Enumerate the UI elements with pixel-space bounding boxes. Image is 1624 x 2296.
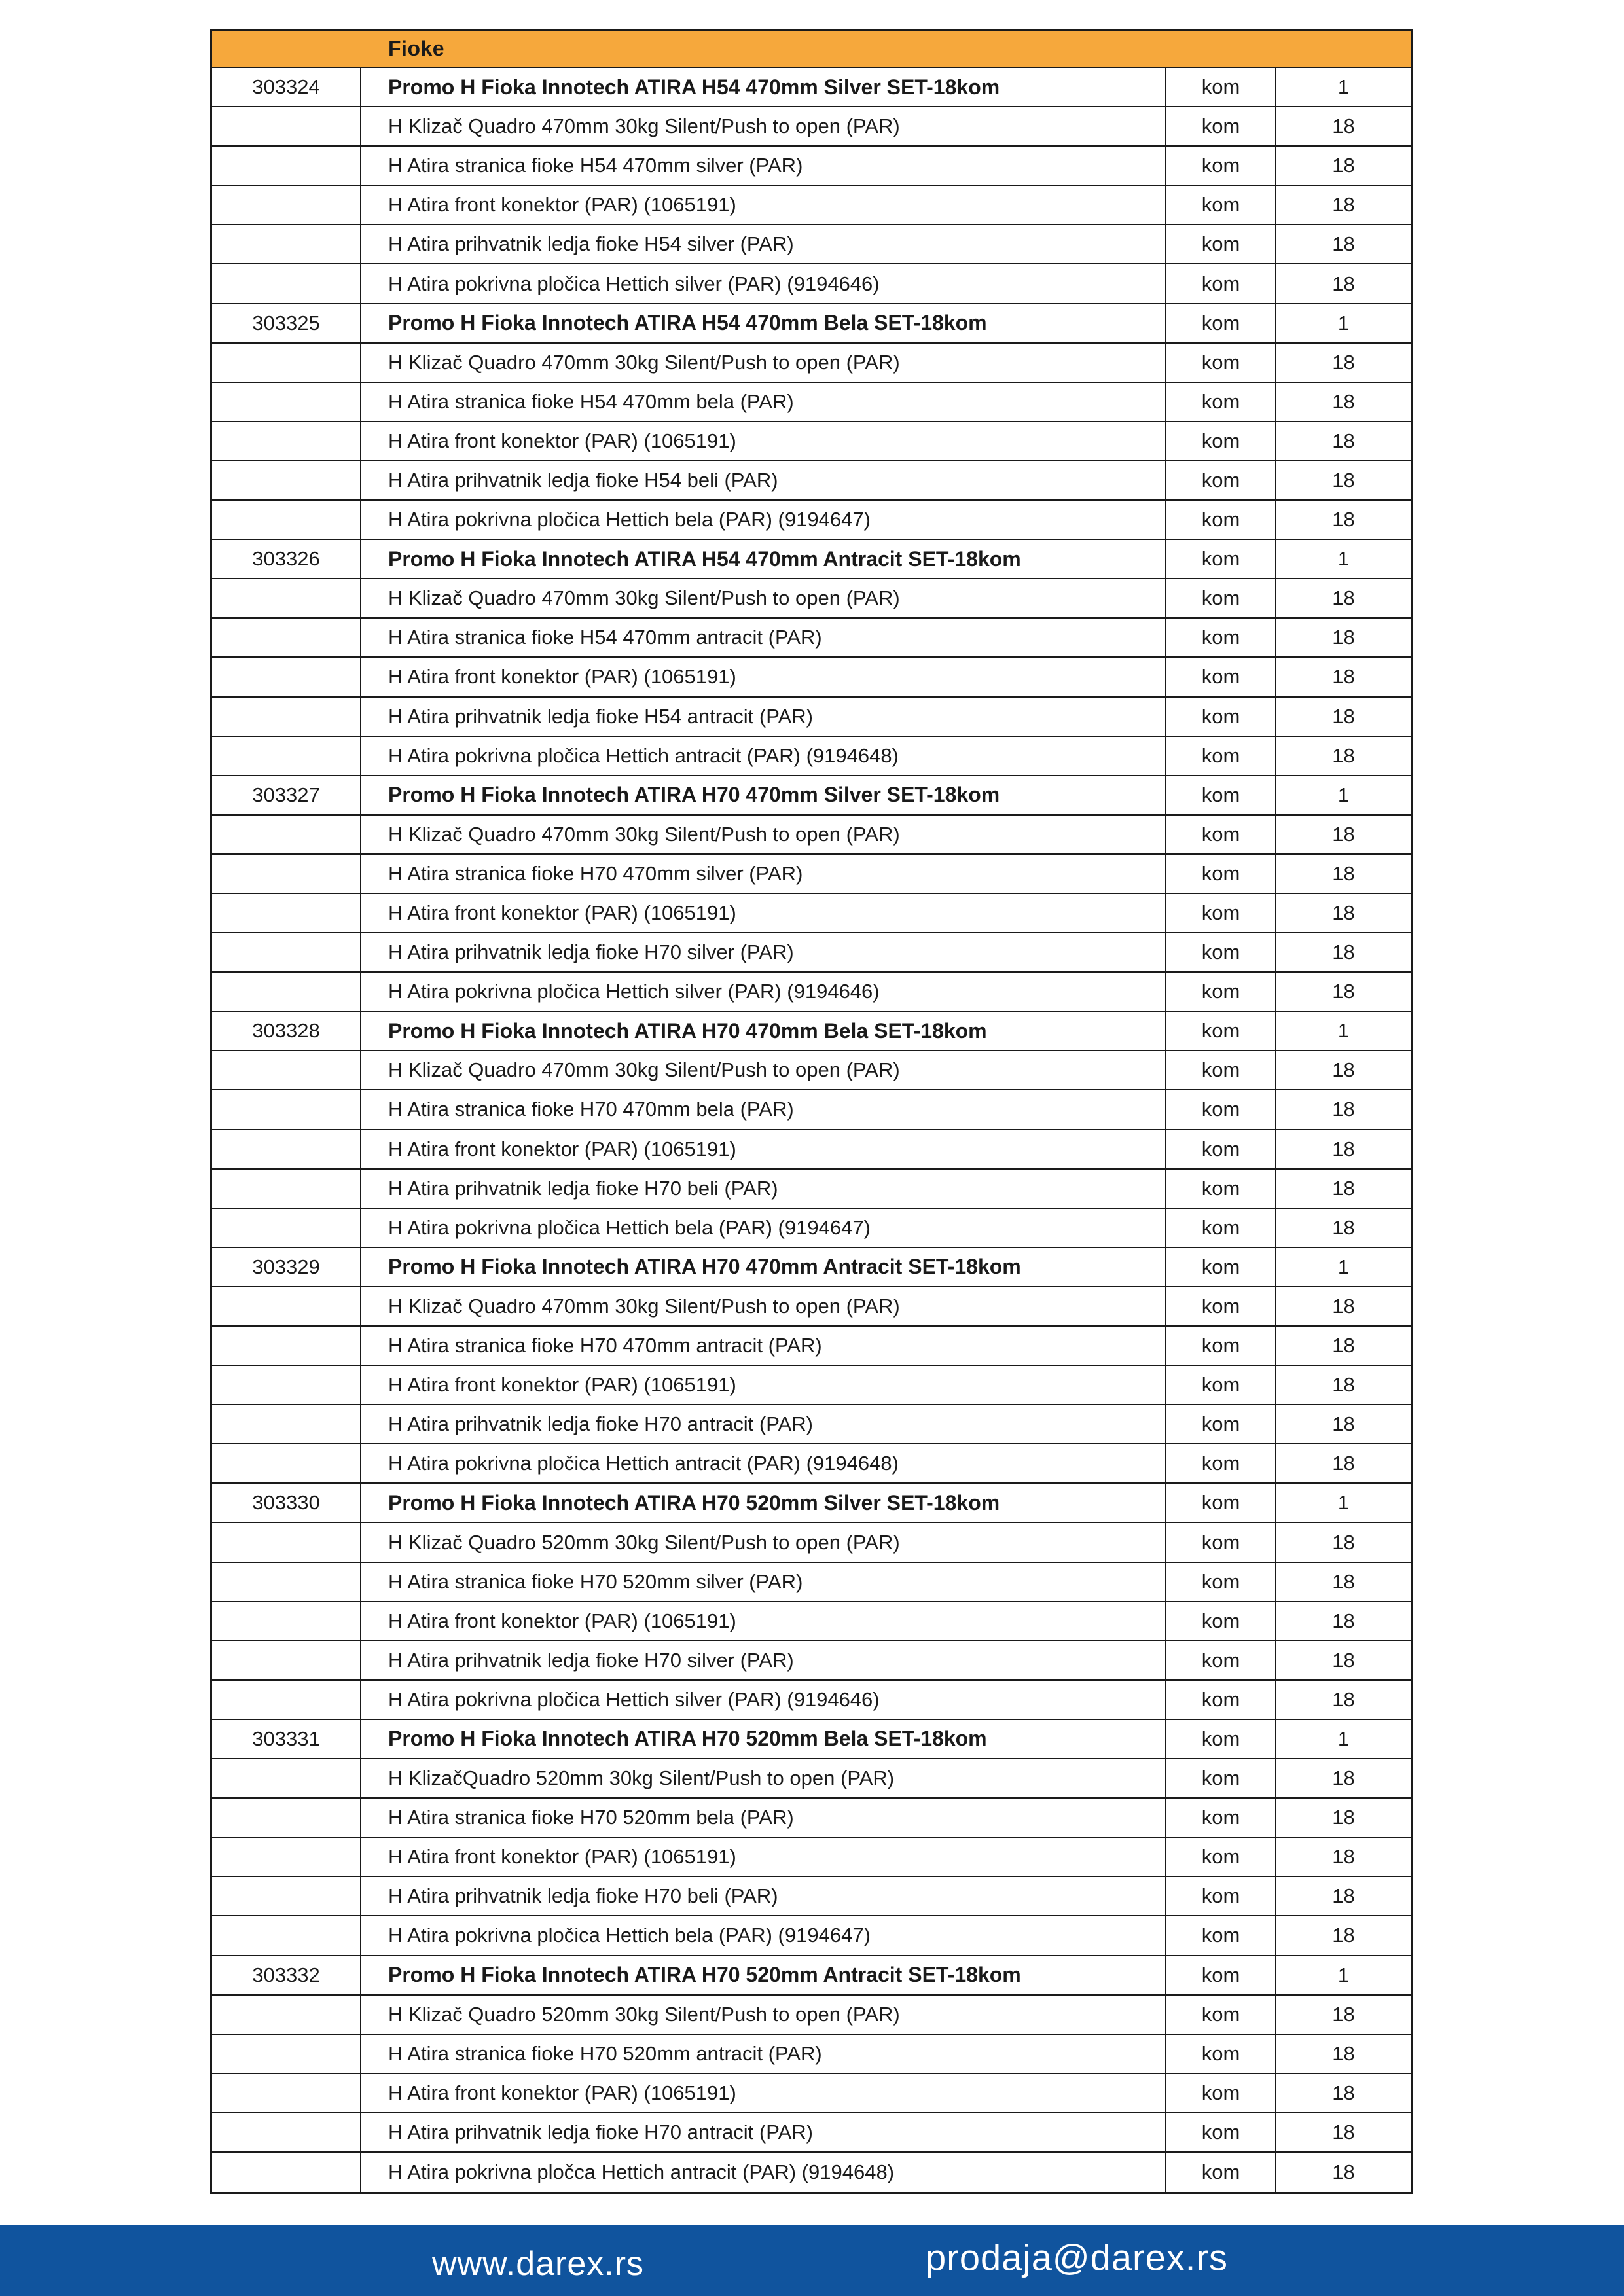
description-cell: H Atira front konektor (PAR) (1065191) bbox=[361, 1602, 1166, 1640]
component-row bbox=[212, 816, 1411, 855]
description-cell: H Atira stranica fioke H54 470mm silver (PAR) bbox=[361, 147, 1166, 185]
component-row bbox=[212, 264, 1411, 304]
article-code-cell: 303332 bbox=[212, 1956, 361, 1994]
unit-cell: kom bbox=[1166, 1916, 1276, 1954]
quantity-cell: 18 bbox=[1332, 508, 1355, 531]
description-cell: H Atira stranica fioke H70 470mm bela (PAR) bbox=[361, 1090, 1166, 1128]
set-row bbox=[212, 304, 1411, 344]
component-row bbox=[212, 225, 1411, 264]
description-cell: H Atira stranica fioke H54 470mm antracit (PAR) bbox=[361, 619, 1166, 656]
article-code-cell: 303328 bbox=[212, 1012, 361, 1050]
quantity-cell: 18 bbox=[1332, 193, 1355, 217]
set-row bbox=[212, 776, 1411, 816]
article-code-cell bbox=[212, 1327, 361, 1365]
quantity-cell: 18 bbox=[1332, 1137, 1355, 1160]
component-row bbox=[212, 1366, 1411, 1405]
quantity-cell: 18 bbox=[1332, 1767, 1355, 1790]
description-cell: Promo H Fioka Innotech ATIRA H54 470mm Antracit SET-18kom bbox=[361, 540, 1166, 578]
unit-cell: kom bbox=[1166, 1799, 1276, 1837]
unit-cell: kom bbox=[1166, 1444, 1276, 1482]
component-row bbox=[212, 422, 1411, 461]
article-code-cell bbox=[212, 973, 361, 1011]
set-row bbox=[212, 1484, 1411, 1523]
unit-cell: kom bbox=[1166, 68, 1276, 106]
description-cell: Promo H Fioka Innotech ATIRA H70 470mm Antracit SET-18kom bbox=[361, 1248, 1166, 1286]
quantity-cell: 18 bbox=[1332, 1884, 1355, 1908]
quantity-cell: 18 bbox=[1332, 154, 1355, 177]
component-row bbox=[212, 1051, 1411, 1090]
description-cell: H Atira pokrivna pločica Hettich bela (PAR) (9194647) bbox=[361, 1916, 1166, 1954]
quantity-cell: 1 bbox=[1337, 547, 1350, 571]
description-cell: H Atira prihvatnik ledja fioke H70 silver (PAR) bbox=[361, 933, 1166, 971]
description-cell: H Atira stranica fioke H70 520mm bela (PAR) bbox=[361, 1799, 1166, 1837]
article-code-cell bbox=[212, 2153, 361, 2192]
description-cell: H Klizač Quadro 470mm 30kg Silent/Push to open (PAR) bbox=[361, 579, 1166, 617]
component-row bbox=[212, 1170, 1411, 1209]
quantity-cell: 18 bbox=[1332, 1806, 1355, 1829]
quantity-cell: 18 bbox=[1332, 115, 1355, 138]
description-cell: H Klizač Quadro 520mm 30kg Silent/Push to open (PAR) bbox=[361, 1523, 1166, 1561]
description-cell: H Atira front konektor (PAR) (1065191) bbox=[361, 658, 1166, 696]
unit-cell: kom bbox=[1166, 2113, 1276, 2151]
unit-cell: kom bbox=[1166, 107, 1276, 145]
description-cell: Promo H Fioka Innotech ATIRA H70 520mm Silver SET-18kom bbox=[361, 1484, 1166, 1522]
article-code-cell bbox=[212, 1602, 361, 1640]
quantity-cell: 18 bbox=[1332, 941, 1355, 964]
unit-cell: kom bbox=[1166, 2035, 1276, 2073]
quantity-cell: 18 bbox=[1332, 350, 1355, 374]
description-cell: H Atira front konektor (PAR) (1065191) bbox=[361, 2074, 1166, 2112]
article-code-cell: 303324 bbox=[212, 68, 361, 106]
component-row bbox=[212, 1090, 1411, 1130]
article-code-cell: 303325 bbox=[212, 304, 361, 342]
description-cell: H Atira prihvatnik ledja fioke H70 beli (PAR) bbox=[361, 1170, 1166, 1208]
component-row bbox=[212, 894, 1411, 933]
component-row bbox=[212, 1563, 1411, 1602]
quantity-cell: 18 bbox=[1332, 389, 1355, 413]
quantity-cell: 18 bbox=[1332, 1648, 1355, 1672]
component-row bbox=[212, 1287, 1411, 1327]
component-row bbox=[212, 107, 1411, 147]
quantity-cell: 18 bbox=[1332, 861, 1355, 885]
unit-cell: kom bbox=[1166, 1130, 1276, 1168]
description-cell: H Atira stranica fioke H70 520mm antracit (PAR) bbox=[361, 2035, 1166, 2073]
unit-cell: kom bbox=[1166, 264, 1276, 302]
article-code-cell bbox=[212, 816, 361, 853]
quantity-cell: 18 bbox=[1332, 1294, 1355, 1318]
quantity-cell: 18 bbox=[1332, 272, 1355, 295]
unit-cell: kom bbox=[1166, 1759, 1276, 1797]
unit-cell: kom bbox=[1166, 1405, 1276, 1443]
unit-cell: kom bbox=[1166, 1248, 1276, 1286]
quantity-cell: 1 bbox=[1337, 1727, 1350, 1750]
article-code-cell bbox=[212, 1996, 361, 2034]
quantity-cell: 18 bbox=[1332, 2120, 1355, 2144]
component-row bbox=[212, 1444, 1411, 1484]
quantity-cell: 18 bbox=[1332, 744, 1355, 767]
article-code-cell bbox=[212, 383, 361, 421]
article-code-cell bbox=[212, 1641, 361, 1679]
article-code-cell bbox=[212, 1090, 361, 1128]
component-row bbox=[212, 186, 1411, 225]
unit-cell: kom bbox=[1166, 619, 1276, 656]
description-cell: H Atira prihvatnik ledja fioke H54 beli (PAR) bbox=[361, 461, 1166, 499]
quantity-cell: 1 bbox=[1337, 75, 1350, 99]
article-code-cell bbox=[212, 422, 361, 460]
article-code-cell bbox=[212, 264, 361, 302]
quantity-cell: 1 bbox=[1337, 783, 1350, 806]
description-cell: H Atira pokrivna pločica Hettich silver (PAR) (9194646) bbox=[361, 264, 1166, 302]
article-code-cell bbox=[212, 933, 361, 971]
quantity-cell: 18 bbox=[1332, 1176, 1355, 1200]
description-cell: H Klizač Quadro 470mm 30kg Silent/Push to open (PAR) bbox=[361, 1287, 1166, 1325]
component-row bbox=[212, 1916, 1411, 1956]
quantity-cell: 18 bbox=[1332, 2002, 1355, 2026]
description-cell: H Atira pokrivna pločica Hettich bela (PAR) (9194647) bbox=[361, 1209, 1166, 1247]
unit-cell: kom bbox=[1166, 933, 1276, 971]
article-code-cell: 303326 bbox=[212, 540, 361, 578]
component-row bbox=[212, 501, 1411, 540]
description-cell: H Klizač Quadro 470mm 30kg Silent/Push to open (PAR) bbox=[361, 1051, 1166, 1089]
article-code-cell bbox=[212, 1405, 361, 1443]
quantity-cell: 18 bbox=[1332, 1373, 1355, 1397]
component-row bbox=[212, 973, 1411, 1012]
article-code-cell bbox=[212, 1209, 361, 1247]
article-code-cell bbox=[212, 737, 361, 775]
description-cell: H Atira stranica fioke H70 470mm antracit (PAR) bbox=[361, 1327, 1166, 1365]
article-code-cell bbox=[212, 225, 361, 263]
article-code-cell bbox=[212, 894, 361, 932]
unit-cell: kom bbox=[1166, 2153, 1276, 2192]
quantity-cell: 18 bbox=[1332, 980, 1355, 1003]
unit-cell: kom bbox=[1166, 737, 1276, 775]
quantity-cell: 18 bbox=[1332, 1058, 1355, 1082]
unit-cell: kom bbox=[1166, 658, 1276, 696]
unit-cell: kom bbox=[1166, 1051, 1276, 1089]
unit-cell: kom bbox=[1166, 147, 1276, 185]
description-cell: H Atira stranica fioke H70 470mm silver (PAR) bbox=[361, 855, 1166, 893]
description-cell: H Klizač Quadro 520mm 30kg Silent/Push to open (PAR) bbox=[361, 1996, 1166, 2034]
quantity-cell: 1 bbox=[1337, 311, 1350, 334]
article-code-cell bbox=[212, 1916, 361, 1954]
quantity-cell: 18 bbox=[1332, 2161, 1355, 2184]
quantity-cell: 18 bbox=[1332, 468, 1355, 492]
description-cell: Promo H Fioka Innotech ATIRA H70 520mm Antracit SET-18kom bbox=[361, 1956, 1166, 1994]
unit-cell: kom bbox=[1166, 186, 1276, 224]
article-code-cell bbox=[212, 1799, 361, 1837]
quantity-cell: 18 bbox=[1332, 1452, 1355, 1475]
price-table-body bbox=[212, 68, 1411, 2192]
article-code-cell bbox=[212, 2113, 361, 2151]
unit-cell: kom bbox=[1166, 816, 1276, 853]
article-code-cell bbox=[212, 1681, 361, 1719]
component-row bbox=[212, 1641, 1411, 1681]
component-row bbox=[212, 1996, 1411, 2035]
quantity-cell: 18 bbox=[1332, 1530, 1355, 1554]
component-row bbox=[212, 1130, 1411, 1170]
quantity-cell: 18 bbox=[1332, 232, 1355, 256]
article-code-cell bbox=[212, 1287, 361, 1325]
component-row bbox=[212, 2153, 1411, 2192]
quantity-cell: 18 bbox=[1332, 2041, 1355, 2065]
unit-cell: kom bbox=[1166, 894, 1276, 932]
description-cell: H Atira stranica fioke H70 520mm silver (PAR) bbox=[361, 1563, 1166, 1601]
article-code-cell bbox=[212, 619, 361, 656]
unit-cell: kom bbox=[1166, 225, 1276, 263]
article-code-cell: 303329 bbox=[212, 1248, 361, 1286]
footer-bar bbox=[0, 2225, 1624, 2296]
component-row bbox=[212, 658, 1411, 697]
quantity-cell: 18 bbox=[1332, 1412, 1355, 1436]
quantity-cell: 18 bbox=[1332, 429, 1355, 452]
description-cell: Promo H Fioka Innotech ATIRA H70 470mm Silver SET-18kom bbox=[361, 776, 1166, 814]
quantity-cell: 18 bbox=[1332, 704, 1355, 728]
description-cell: H Atira front konektor (PAR) (1065191) bbox=[361, 1838, 1166, 1876]
table-header-row bbox=[212, 31, 1411, 68]
article-code-cell bbox=[212, 1051, 361, 1089]
component-row bbox=[212, 461, 1411, 501]
unit-cell: kom bbox=[1166, 422, 1276, 460]
unit-cell: kom bbox=[1166, 344, 1276, 382]
component-row bbox=[212, 698, 1411, 737]
component-row bbox=[212, 1209, 1411, 1248]
quantity-cell: 18 bbox=[1332, 626, 1355, 649]
unit-cell: kom bbox=[1166, 855, 1276, 893]
description-cell: H Atira front konektor (PAR) (1065191) bbox=[361, 1130, 1166, 1168]
set-row bbox=[212, 1248, 1411, 1287]
quantity-cell: 18 bbox=[1332, 1570, 1355, 1593]
unit-cell: kom bbox=[1166, 1366, 1276, 1404]
quantity-cell: 18 bbox=[1332, 1098, 1355, 1121]
description-cell: H Atira prihvatnik ledja fioke H70 antracit (PAR) bbox=[361, 1405, 1166, 1443]
component-row bbox=[212, 1602, 1411, 1641]
description-cell: H Klizač Quadro 470mm 30kg Silent/Push to open (PAR) bbox=[361, 344, 1166, 382]
component-row bbox=[212, 1523, 1411, 1562]
unit-cell: kom bbox=[1166, 1209, 1276, 1247]
unit-cell: kom bbox=[1166, 1641, 1276, 1679]
quantity-cell: 18 bbox=[1332, 586, 1355, 610]
component-row bbox=[212, 1799, 1411, 1838]
unit-cell: kom bbox=[1166, 2074, 1276, 2112]
unit-cell: kom bbox=[1166, 1602, 1276, 1640]
article-code-cell: 303331 bbox=[212, 1720, 361, 1758]
description-cell: H Atira pokrivna pločica Hettich silver (PAR) (9194646) bbox=[361, 1681, 1166, 1719]
unit-cell: kom bbox=[1166, 1523, 1276, 1561]
set-row bbox=[212, 540, 1411, 579]
unit-cell: kom bbox=[1166, 383, 1276, 421]
component-row bbox=[212, 344, 1411, 383]
article-code-cell bbox=[212, 579, 361, 617]
component-row bbox=[212, 1405, 1411, 1444]
unit-cell: kom bbox=[1166, 1838, 1276, 1876]
quantity-cell: 18 bbox=[1332, 1924, 1355, 1947]
set-row bbox=[212, 68, 1411, 107]
article-code-cell bbox=[212, 1170, 361, 1208]
component-row bbox=[212, 1327, 1411, 1366]
unit-cell: kom bbox=[1166, 501, 1276, 539]
article-code-cell bbox=[212, 107, 361, 145]
description-cell: H Atira pokrivna pločica Hettich bela (PAR) (9194647) bbox=[361, 501, 1166, 539]
component-row bbox=[212, 737, 1411, 776]
component-row bbox=[212, 1759, 1411, 1799]
quantity-cell: 18 bbox=[1332, 1687, 1355, 1711]
description-cell: Promo H Fioka Innotech ATIRA H70 470mm Bela SET-18kom bbox=[361, 1012, 1166, 1050]
component-row bbox=[212, 1838, 1411, 1877]
price-table bbox=[210, 29, 1413, 2194]
description-cell: H Atira front konektor (PAR) (1065191) bbox=[361, 422, 1166, 460]
unit-cell: kom bbox=[1166, 1877, 1276, 1915]
component-row bbox=[212, 2035, 1411, 2074]
component-row bbox=[212, 383, 1411, 422]
component-row bbox=[212, 933, 1411, 973]
quantity-cell: 18 bbox=[1332, 1845, 1355, 1869]
description-cell: H Atira pokrivna pločca Hettich antracit (PAR) (9194648) bbox=[361, 2153, 1166, 2192]
set-row bbox=[212, 1956, 1411, 1996]
article-code-cell bbox=[212, 658, 361, 696]
article-code-cell: 303327 bbox=[212, 776, 361, 814]
article-code-cell bbox=[212, 1838, 361, 1876]
unit-cell: kom bbox=[1166, 1090, 1276, 1128]
component-row bbox=[212, 855, 1411, 894]
quantity-cell: 1 bbox=[1337, 1255, 1350, 1278]
unit-cell: kom bbox=[1166, 1563, 1276, 1601]
quantity-cell: 18 bbox=[1332, 665, 1355, 689]
unit-cell: kom bbox=[1166, 304, 1276, 342]
unit-cell: kom bbox=[1166, 973, 1276, 1011]
article-code-cell bbox=[212, 1759, 361, 1797]
unit-cell: kom bbox=[1166, 540, 1276, 578]
unit-cell: kom bbox=[1166, 579, 1276, 617]
component-row bbox=[212, 2113, 1411, 2153]
unit-cell: kom bbox=[1166, 1327, 1276, 1365]
quantity-cell: 18 bbox=[1332, 2081, 1355, 2104]
unit-cell: kom bbox=[1166, 776, 1276, 814]
component-row bbox=[212, 2074, 1411, 2113]
description-cell: H Atira prihvatnik ledja fioke H54 silver (PAR) bbox=[361, 225, 1166, 263]
article-code-cell bbox=[212, 1877, 361, 1915]
description-cell: H Atira front konektor (PAR) (1065191) bbox=[361, 894, 1166, 932]
description-cell: H Atira stranica fioke H54 470mm bela (PAR) bbox=[361, 383, 1166, 421]
article-code-cell bbox=[212, 186, 361, 224]
article-code-cell bbox=[212, 1366, 361, 1404]
article-code-cell bbox=[212, 1563, 361, 1601]
unit-cell: kom bbox=[1166, 1484, 1276, 1522]
description-cell: H Klizač Quadro 470mm 30kg Silent/Push to open (PAR) bbox=[361, 107, 1166, 145]
unit-cell: kom bbox=[1166, 1956, 1276, 1994]
article-code-cell bbox=[212, 2035, 361, 2073]
article-code-cell bbox=[212, 1130, 361, 1168]
unit-cell: kom bbox=[1166, 1720, 1276, 1758]
table-title: Fioke bbox=[388, 37, 445, 60]
component-row bbox=[212, 619, 1411, 658]
description-cell: H KlizačQuadro 520mm 30kg Silent/Push to open (PAR) bbox=[361, 1759, 1166, 1797]
component-row bbox=[212, 1681, 1411, 1720]
article-code-cell bbox=[212, 147, 361, 185]
description-cell: H Atira pokrivna pločica Hettich antracit (PAR) (9194648) bbox=[361, 737, 1166, 775]
description-cell: H Klizač Quadro 470mm 30kg Silent/Push to open (PAR) bbox=[361, 816, 1166, 853]
quantity-cell: 1 bbox=[1337, 1019, 1350, 1043]
article-code-cell bbox=[212, 1523, 361, 1561]
unit-cell: kom bbox=[1166, 1287, 1276, 1325]
unit-cell: kom bbox=[1166, 1170, 1276, 1208]
article-code-cell bbox=[212, 2074, 361, 2112]
unit-cell: kom bbox=[1166, 461, 1276, 499]
description-cell: H Atira prihvatnik ledja fioke H70 silver (PAR) bbox=[361, 1641, 1166, 1679]
footer-email: prodaja@darex.rs bbox=[926, 2236, 1228, 2278]
set-row bbox=[212, 1012, 1411, 1051]
unit-cell: kom bbox=[1166, 1996, 1276, 2034]
description-cell: H Atira pokrivna pločica Hettich silver (PAR) (9194646) bbox=[361, 973, 1166, 1011]
quantity-cell: 18 bbox=[1332, 1215, 1355, 1239]
description-cell: Promo H Fioka Innotech ATIRA H70 520mm Bela SET-18kom bbox=[361, 1720, 1166, 1758]
article-code-cell bbox=[212, 461, 361, 499]
unit-cell: kom bbox=[1166, 698, 1276, 736]
article-code-cell: 303330 bbox=[212, 1484, 361, 1522]
quantity-cell: 18 bbox=[1332, 901, 1355, 925]
description-cell: H Atira prihvatnik ledja fioke H54 antracit (PAR) bbox=[361, 698, 1166, 736]
unit-cell: kom bbox=[1166, 1012, 1276, 1050]
component-row bbox=[212, 1877, 1411, 1916]
article-code-cell bbox=[212, 344, 361, 382]
quantity-cell: 1 bbox=[1337, 1963, 1350, 1986]
set-row bbox=[212, 1720, 1411, 1759]
description-cell: H Atira front konektor (PAR) (1065191) bbox=[361, 186, 1166, 224]
description-cell: H Atira pokrivna pločica Hettich antracit (PAR) (9194648) bbox=[361, 1444, 1166, 1482]
quantity-cell: 18 bbox=[1332, 822, 1355, 846]
article-code-cell bbox=[212, 501, 361, 539]
quantity-cell: 18 bbox=[1332, 1609, 1355, 1632]
description-cell: H Atira front konektor (PAR) (1065191) bbox=[361, 1366, 1166, 1404]
article-code-cell bbox=[212, 1444, 361, 1482]
component-row bbox=[212, 579, 1411, 619]
quantity-cell: 18 bbox=[1332, 1334, 1355, 1357]
unit-cell: kom bbox=[1166, 1681, 1276, 1719]
description-cell: Promo H Fioka Innotech ATIRA H54 470mm Bela SET-18kom bbox=[361, 304, 1166, 342]
description-cell: H Atira prihvatnik ledja fioke H70 beli (PAR) bbox=[361, 1877, 1166, 1915]
article-code-cell bbox=[212, 698, 361, 736]
component-row bbox=[212, 147, 1411, 186]
description-cell: Promo H Fioka Innotech ATIRA H54 470mm Silver SET-18kom bbox=[361, 68, 1166, 106]
article-code-cell bbox=[212, 855, 361, 893]
description-cell: H Atira prihvatnik ledja fioke H70 antracit (PAR) bbox=[361, 2113, 1166, 2151]
quantity-cell: 1 bbox=[1337, 1491, 1350, 1515]
footer-website: www.darex.rs bbox=[431, 2244, 645, 2283]
